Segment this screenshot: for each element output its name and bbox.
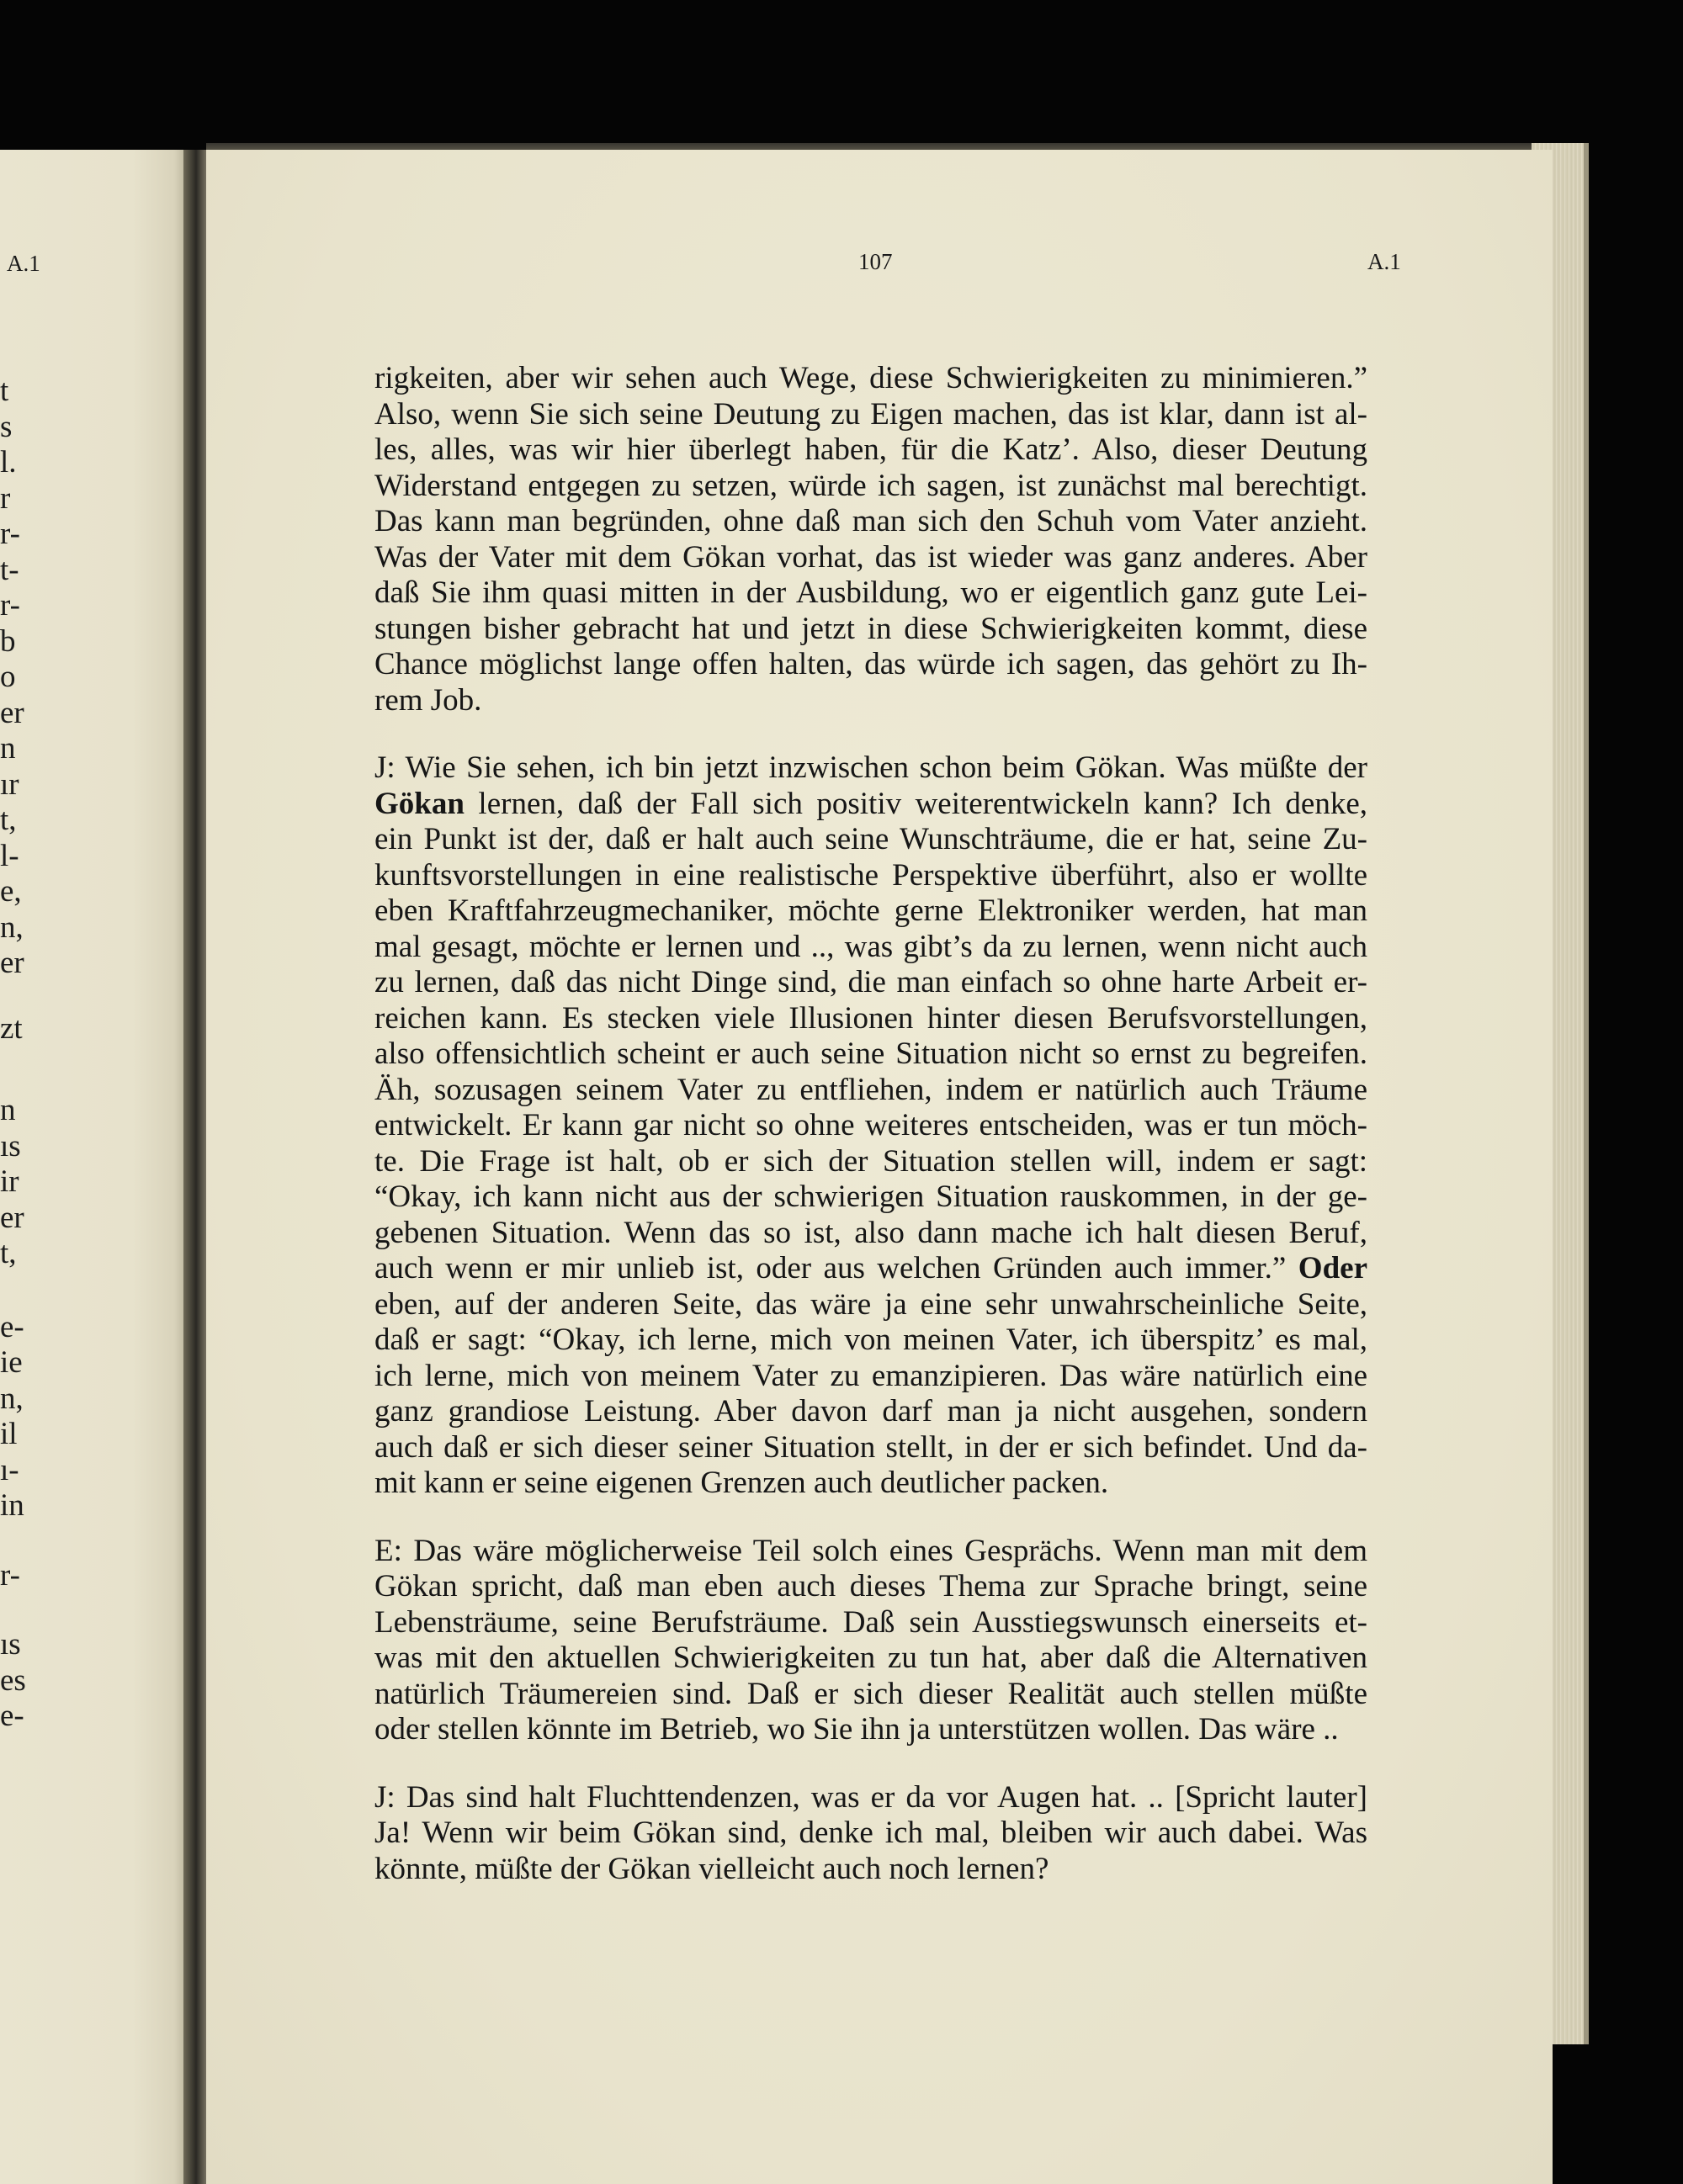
left-page-line-fragment: n xyxy=(0,731,16,766)
left-page-line-fragment: e, xyxy=(0,874,22,909)
paragraph xyxy=(374,750,1367,1502)
text-line: stungen bisher gebracht hat und jetzt in diese Schwierigkeiten kommt, diese xyxy=(374,611,1367,646)
left-page-line-fragment: l- xyxy=(0,838,19,873)
left-page-line-fragment: o xyxy=(0,660,16,694)
left-page-line-fragment: ır xyxy=(0,766,19,802)
left-page-line-fragment: t xyxy=(0,374,9,408)
text-line: Was der Vater mit dem Gökan vorhat, das ist wieder was ganz anderes. Aber xyxy=(374,539,1367,575)
text-line: kunftsvorstellungen in eine realistische Perspektive überführt, also er wollte xyxy=(374,857,1367,893)
section-label: A.1 xyxy=(1367,249,1401,274)
text-line: zu lernen, daß das nicht Dinge sind, die man einfach so ohne harte Arbeit er- xyxy=(374,965,1367,999)
left-page-line-fragment: er xyxy=(0,695,24,730)
text-line: ganz grandiose Leistung. Aber davon darf man ja nicht ausgehen, sondern xyxy=(374,1394,1367,1429)
text-line: Ja! Wenn wir beim Gökan sind, denke ich mal, bleiben wir auch dabei. Was xyxy=(374,1816,1367,1850)
text-line: auch daß er sich dieser seiner Situation stellt, in der er sich befindet. Und da- xyxy=(374,1429,1367,1465)
left-page-line-fragment: zt xyxy=(0,1010,23,1046)
paragraph xyxy=(374,1534,1367,1748)
text-line: les, alles, was wir hier überlegt haben, für die Katz’. Also, dieser Deutung xyxy=(374,432,1367,467)
left-page-line-fragment: ı- xyxy=(0,1452,19,1487)
text-line: daß er sagt: “Okay, ich lerne, mich von meinen Vater, ich überspitz’ es mal, xyxy=(374,1323,1367,1357)
left-page-line-fragment: n, xyxy=(0,909,24,945)
text-line: J: Das sind halt Fluchttendenzen, was er da vor Augen hat. .. [Spricht lauter] xyxy=(374,1779,1367,1815)
text-line: rem Job. xyxy=(374,682,482,718)
paragraph xyxy=(374,1780,1367,1888)
left-page-line-fragment: ıs xyxy=(0,1128,21,1164)
text-line: te. Die Frage ist halt, ob er sich der Situation stellen will, indem er sagt: xyxy=(374,1143,1367,1179)
left-page-line-fragment: r- xyxy=(0,517,20,551)
text-line: Also, wenn Sie sich seine Deutung zu Eigen machen, das ist klar, dann ist al- xyxy=(374,396,1367,432)
text-line: was mit den aktuellen Schwierigkeiten zu tun hat, aber daß die Alternativen xyxy=(374,1641,1367,1675)
left-page-line-fragment: s xyxy=(0,409,13,444)
text-line: auch wenn er mir unlieb ist, oder aus welchen Gründen auch immer.” Oder xyxy=(374,1251,1367,1285)
text-line: eben Kraftfahrzeugmechaniker, möchte gerne Elektroniker werden, hat man xyxy=(374,893,1367,928)
text-line: Das kann man begründen, ohne daß man sich den Schuh vom Vater anzieht. xyxy=(374,504,1367,538)
text-line: oder stellen könnte im Betrieb, wo Sie ihn ja unterstützen wollen. Das wäre .. xyxy=(374,1712,1339,1747)
bold-word: Oder xyxy=(1298,1251,1367,1285)
left-page-line-fragment: t- xyxy=(0,552,19,587)
left-page-line-fragment: b xyxy=(0,623,16,659)
left-page-line-fragment: ıs xyxy=(0,1627,21,1662)
main-page xyxy=(206,150,1553,2184)
text-line: natürlich Träumereien sind. Daß er sich dieser Realität auch stellen müßte xyxy=(374,1676,1367,1711)
left-page-line-fragment: n xyxy=(0,1093,16,1127)
text-line: ich lerne, mich von meinem Vater zu emanzipieren. Das wäre natürlich eine xyxy=(374,1358,1367,1393)
left-page-line-fragment: r- xyxy=(0,588,20,623)
left-page-line-fragment: t, xyxy=(0,803,17,837)
left-page-line-fragment: il xyxy=(0,1417,18,1451)
text-line: entwickelt. Er kann gar nicht so ohne weiteres entscheiden, was er tun möch- xyxy=(374,1108,1367,1142)
bold-word: Gökan xyxy=(374,786,465,821)
text-line: reichen kann. Es stecken viele Illusionen hinter diesen Berufsvorstellungen, xyxy=(374,1000,1367,1036)
left-page-line-fragment: e- xyxy=(0,1309,24,1344)
text-line: mit kann er seine eigenen Grenzen auch deutlicher packen. xyxy=(374,1466,1109,1500)
page-number: 107 xyxy=(858,249,893,274)
text-line: eben, auf der anderen Seite, das wäre ja eine sehr unwahrscheinliche Seite, xyxy=(374,1286,1367,1322)
left-page-line-fragment: t, xyxy=(0,1236,17,1270)
left-page-line-fragment: ie xyxy=(0,1345,23,1380)
left-page-line-fragment: n, xyxy=(0,1381,24,1416)
left-page-line-fragment: in xyxy=(0,1488,24,1523)
text-line: mal gesagt, möchte er lernen und .., was gibt’s da zu lernen, wenn nicht auch xyxy=(374,929,1367,964)
left-page-line-fragment: es xyxy=(0,1662,26,1698)
left-page-line-fragment: r- xyxy=(0,1557,20,1593)
text-line: J: Wie Sie sehen, ich bin jetzt inzwischen schon beim Gökan. Was müßte der xyxy=(374,750,1367,785)
book-gutter xyxy=(183,150,209,2184)
text-line: könnte, müßte der Gökan vielleicht auch noch lernen? xyxy=(374,1851,1049,1886)
left-page-line-fragment: er xyxy=(0,946,24,980)
left-page-line-fragment: l. xyxy=(0,445,17,480)
left-page-line-fragment: er xyxy=(0,1200,24,1235)
text-line: Gökan lernen, daß der Fall sich positiv weiterentwickeln kann? Ich denke, xyxy=(374,786,1367,821)
text-line: Widerstand entgegen zu setzen, würde ich sagen, ist zunächst mal berechtigt. xyxy=(374,468,1367,503)
text-line: also offensichtlich scheint er auch seine Situation nicht so ernst zu begreifen. xyxy=(374,1036,1367,1071)
text-line: Lebensträume, seine Berufsträume. Daß sein Ausstiegswunsch einerseits et- xyxy=(374,1604,1367,1640)
running-header xyxy=(206,249,1553,283)
text-line: “Okay, ich kann nicht aus der schwierigen Situation rauskommen, in der ge- xyxy=(374,1179,1367,1214)
left-page-header: A.1 xyxy=(7,251,40,276)
left-page-line-fragment: ir xyxy=(0,1164,19,1199)
text-line: E: Das wäre möglicherweise Teil solch eines Gesprächs. Wenn man mit dem xyxy=(374,1533,1367,1568)
text-line: gebenen Situation. Wenn das so ist, also dann mache ich halt diesen Beruf, xyxy=(374,1215,1367,1250)
text-line: Chance möglichst lange offen halten, das würde ich sagen, das gehört zu Ih- xyxy=(374,647,1367,681)
text-line: Äh, sozusagen seinem Vater zu entfliehen, indem er natürlich auch Träume xyxy=(374,1072,1367,1107)
left-page-line-fragment: e- xyxy=(0,1699,24,1733)
text-line: rigkeiten, aber wir sehen auch Wege, diese Schwierigkeiten zu minimieren.” xyxy=(374,361,1367,395)
body-text xyxy=(374,361,1367,1919)
left-page xyxy=(0,150,189,2184)
text-line: ein Punkt ist der, daß er halt auch seine Wunschträume, die er hat, seine Zu- xyxy=(374,822,1367,856)
text-line: Gökan spricht, daß man eben auch dieses Thema zur Sprache bringt, seine xyxy=(374,1569,1367,1604)
text-line: daß Sie ihm quasi mitten in der Ausbildung, wo er eigentlich ganz gute Lei- xyxy=(374,575,1367,610)
left-page-line-fragment: r xyxy=(0,480,11,516)
paragraph xyxy=(374,361,1367,718)
